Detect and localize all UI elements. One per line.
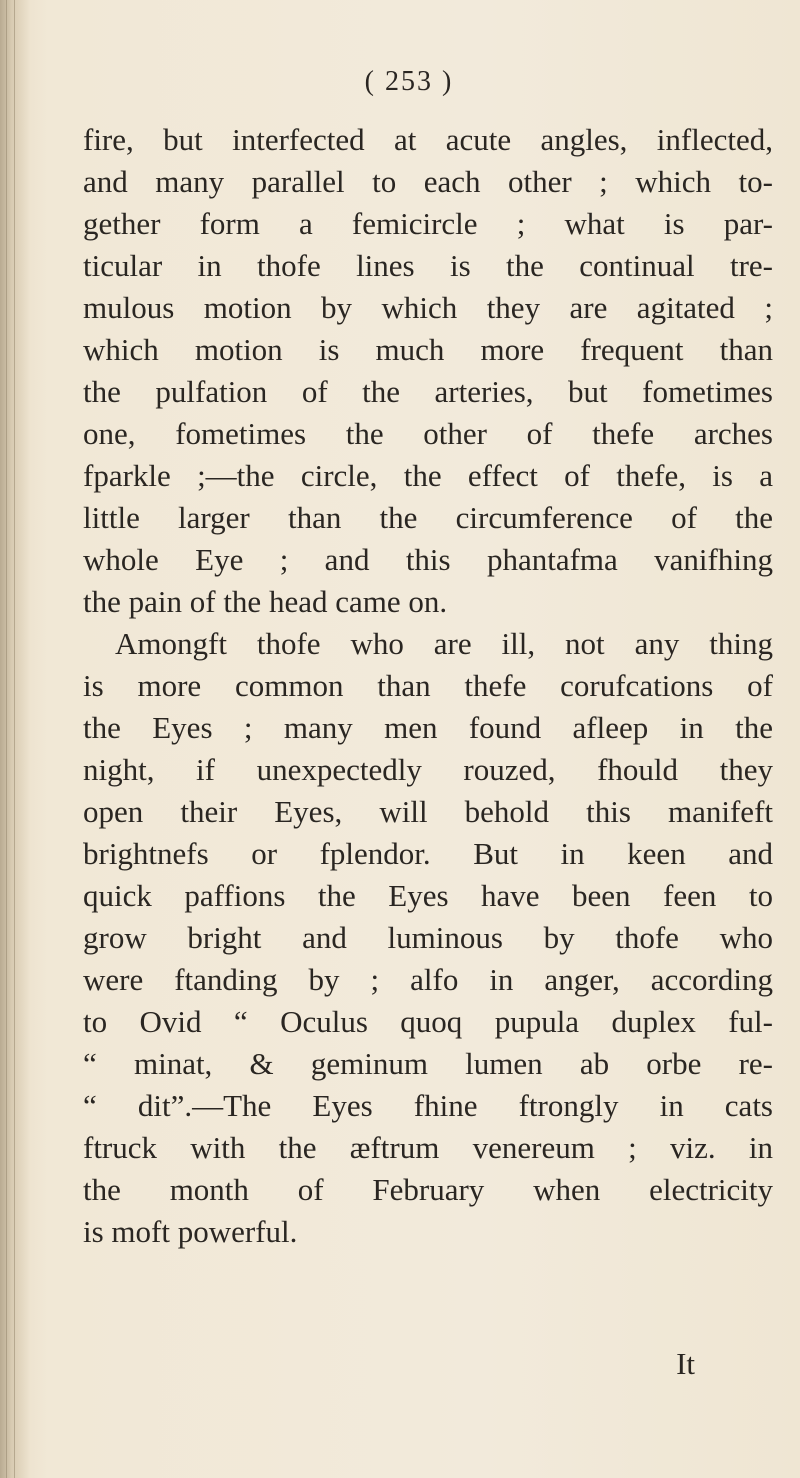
page-gutter	[0, 0, 30, 1478]
text-line: is more common than thefe corufcations of	[83, 668, 773, 703]
text-line: mulous motion by which they are agitated ;	[83, 290, 773, 325]
catchword: It	[676, 1346, 695, 1381]
text-line: grow bright and luminous by thofe who	[83, 920, 773, 955]
text-line: to Ovid “ Oculus quoq pupula duplex ful-	[83, 1004, 773, 1039]
text-line: the Eyes ; many men found afleep in the	[83, 710, 773, 745]
text-line: ticular in thofe lines is the continual tre-	[83, 248, 773, 283]
text-line: were ftanding by ; alfo in anger, according	[83, 962, 773, 997]
text-line: which motion is much more frequent than	[83, 332, 773, 367]
page-number: ( 253 )	[364, 66, 454, 97]
text-line: ftruck with the æftrum venereum ; viz. in	[83, 1130, 773, 1165]
text-line: open their Eyes, will behold this manifeft	[83, 794, 773, 829]
text-line: the pain of the head came on.	[83, 584, 448, 619]
text-line: night, if unexpectedly rouzed, fhould they	[83, 752, 773, 787]
gutter-edge-line	[14, 0, 15, 1478]
text-line: fparkle ;—the circle, the effect of thefe, is a	[83, 458, 773, 493]
text-line: whole Eye ; and this phantafma vanifhing	[83, 542, 773, 577]
text-line: and many parallel to each other ; which to-	[83, 164, 773, 199]
text-line: the month of February when electricity	[83, 1172, 773, 1207]
text-line: is moft powerful.	[83, 1214, 298, 1249]
text-line: “ dit”.—The Eyes fhine ftrongly in cats	[83, 1088, 773, 1123]
text-line: brightnefs or fplendor. But in keen and	[83, 836, 773, 871]
gutter-edge-line	[6, 0, 7, 1478]
body-text	[83, 119, 773, 1253]
text-line: fire, but interfected at acute angles, inflected,	[83, 122, 773, 157]
text-line: little larger than the circumference of the	[83, 500, 773, 535]
text-line: quick paffions the Eyes have been feen to	[83, 878, 773, 913]
text-line: gether form a femicircle ; what is par-	[83, 206, 773, 241]
text-line: Amongft thofe who are ill, not any thing	[115, 626, 773, 661]
text-line: one, fometimes the other of thefe arches	[83, 416, 773, 451]
text-line: “ minat, & geminum lumen ab orbe re-	[83, 1046, 773, 1081]
text-line: the pulfation of the arteries, but fometimes	[83, 374, 773, 409]
